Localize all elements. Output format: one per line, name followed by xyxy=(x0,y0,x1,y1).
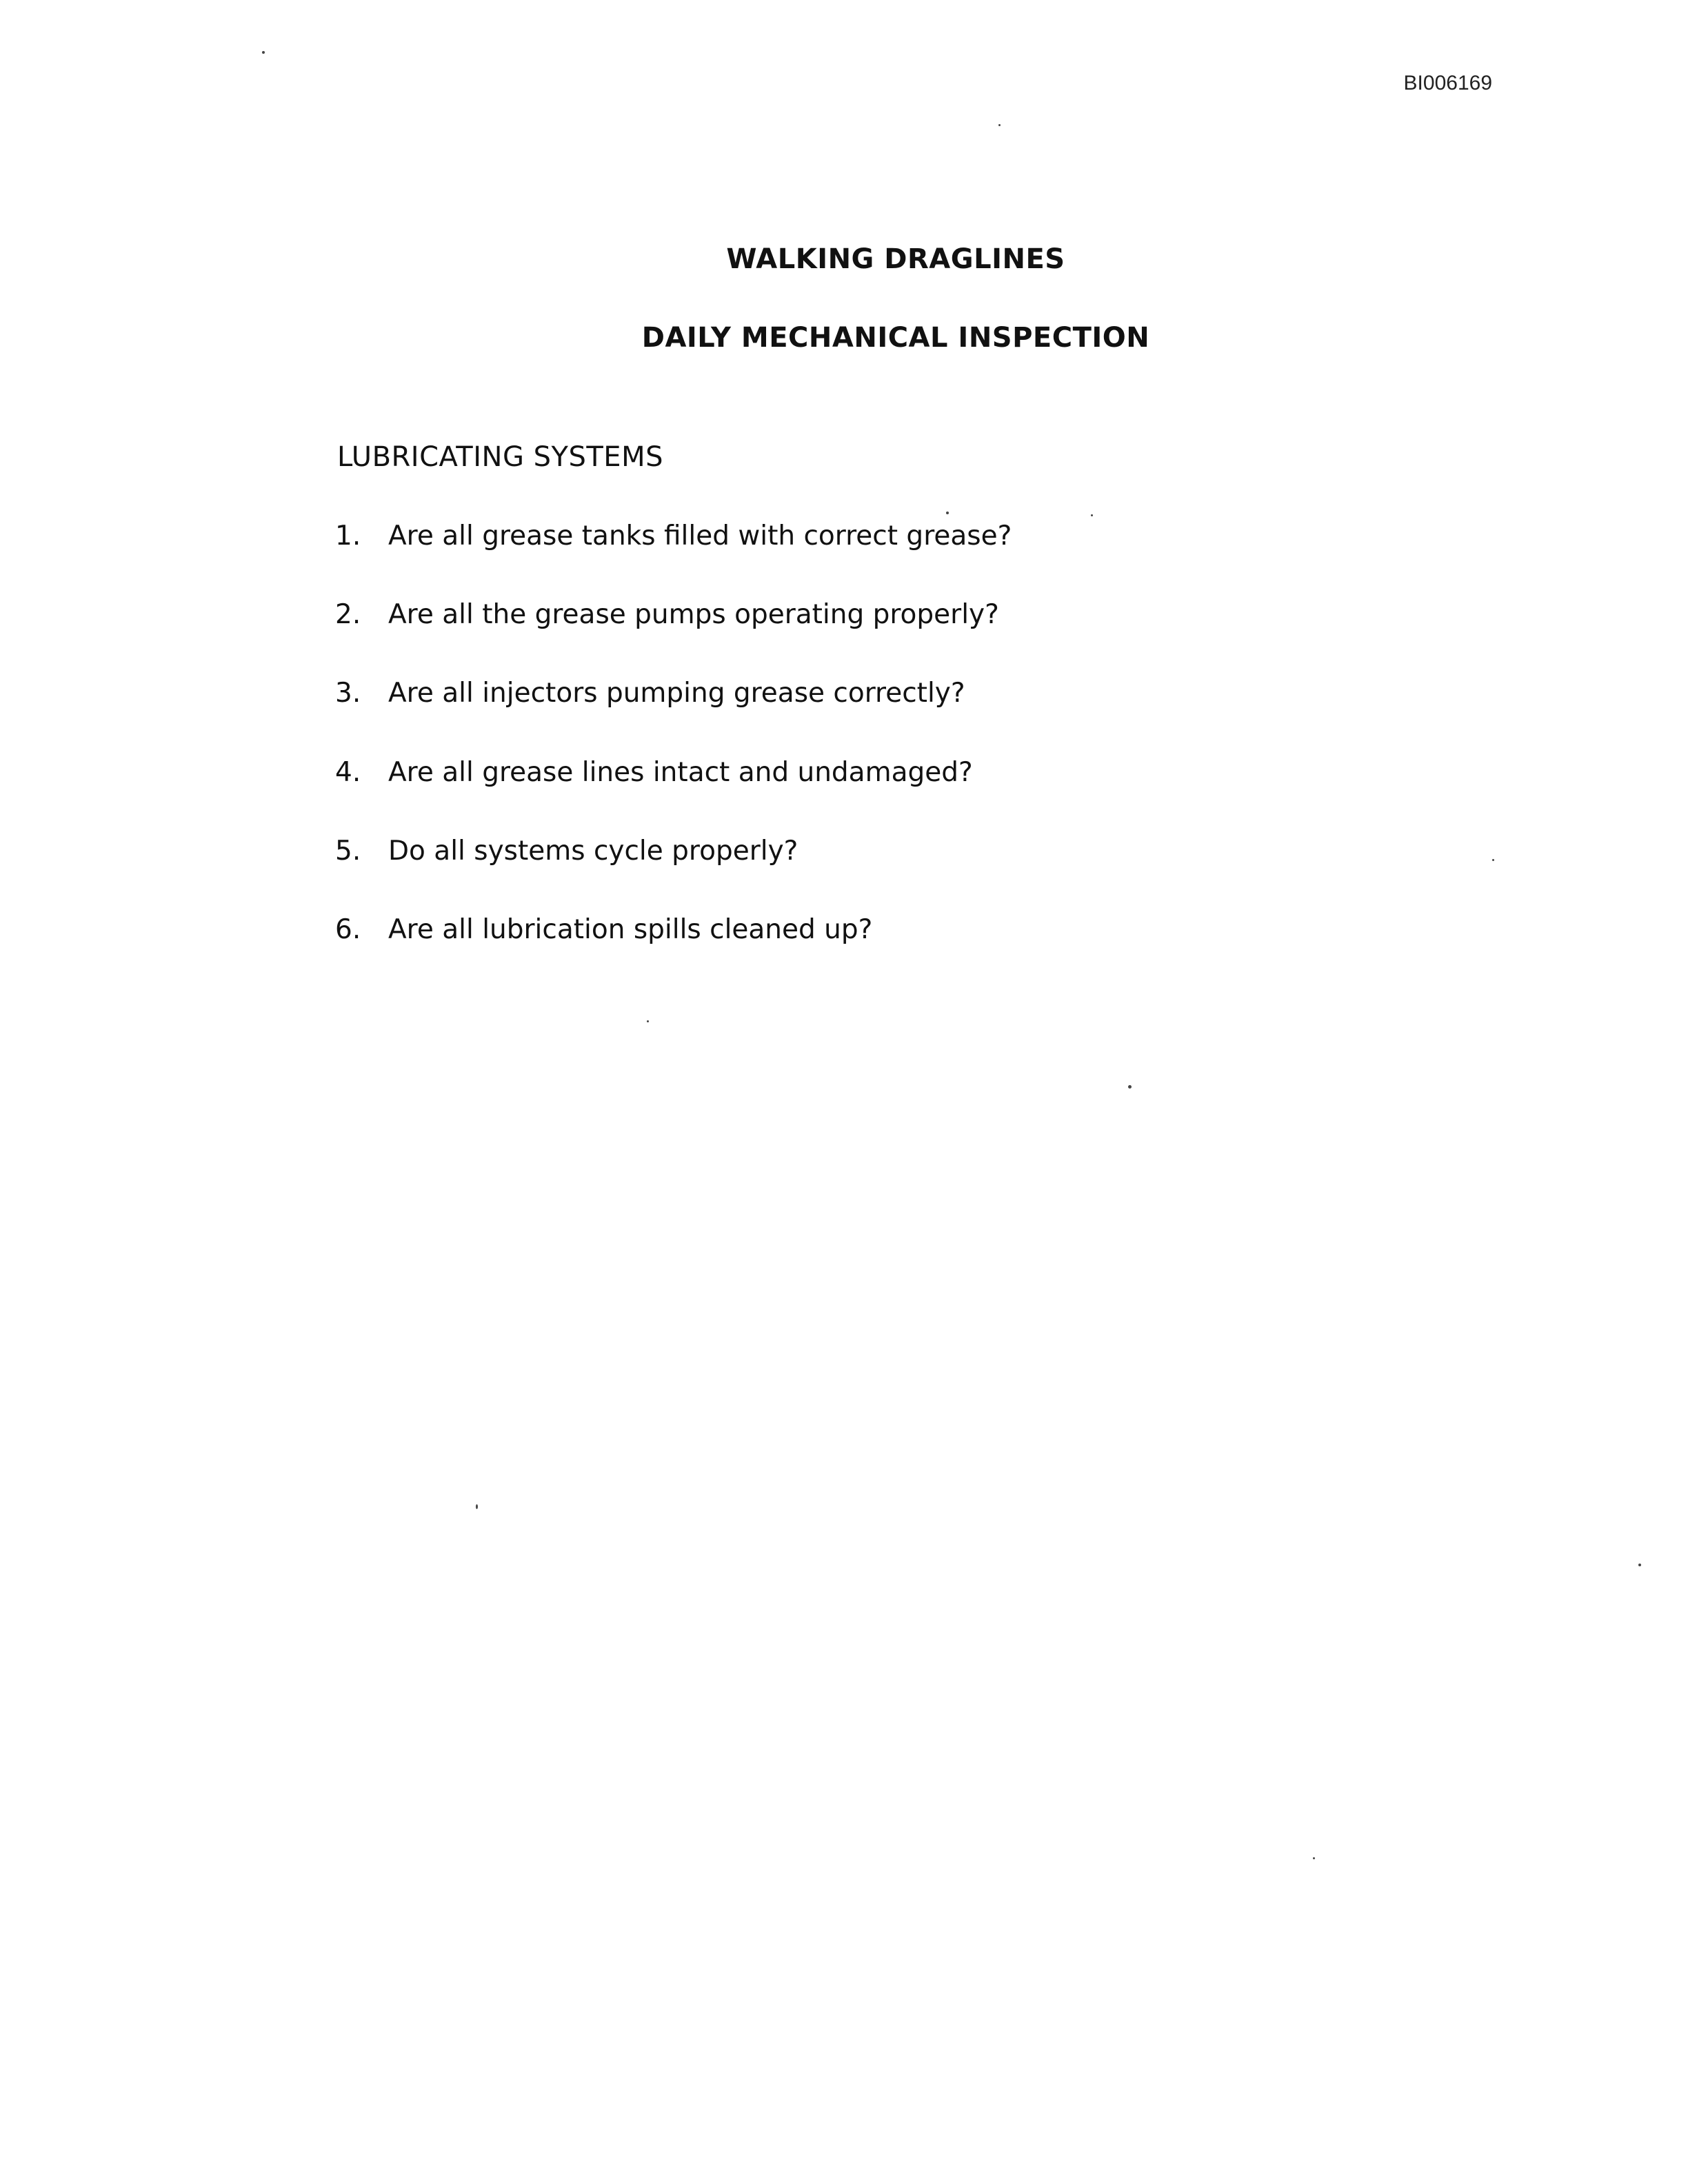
scan-speck xyxy=(1128,1085,1132,1089)
scan-speck xyxy=(262,51,265,54)
question-number: 3. xyxy=(335,678,361,709)
scan-speck xyxy=(647,1020,649,1022)
scan-speck xyxy=(1313,1857,1315,1859)
question-item xyxy=(335,599,999,630)
document-id: BI006169 xyxy=(1403,72,1492,94)
section-heading: LUBRICATING SYSTEMS xyxy=(337,441,663,473)
question-item xyxy=(335,678,965,709)
document-title: WALKING DRAGLINES xyxy=(726,243,1065,275)
question-number: 2. xyxy=(335,599,361,630)
scan-speck xyxy=(476,1504,478,1509)
question-item xyxy=(335,520,1012,552)
scan-speck xyxy=(946,512,949,514)
question-item xyxy=(335,836,798,867)
question-number: 6. xyxy=(335,914,361,945)
question-text: Do all systems cycle properly? xyxy=(388,836,798,867)
question-number: 1. xyxy=(335,520,361,552)
question-item xyxy=(335,914,872,945)
question-item xyxy=(335,757,973,788)
question-text: Are all grease lines intact and undamaged? xyxy=(388,757,973,788)
scan-speck xyxy=(1492,859,1494,861)
question-text: Are all grease tanks filled with correct grease? xyxy=(388,520,1012,552)
scan-speck xyxy=(998,124,1001,126)
question-text: Are all lubrication spills cleaned up? xyxy=(388,914,873,945)
document-subtitle: DAILY MECHANICAL INSPECTION xyxy=(641,322,1150,354)
scan-speck xyxy=(1638,1564,1641,1566)
question-number: 4. xyxy=(335,757,361,788)
scan-speck xyxy=(1091,514,1093,516)
question-text: Are all injectors pumping grease correctly? xyxy=(388,678,965,709)
question-number: 5. xyxy=(335,836,361,867)
question-text: Are all the grease pumps operating properly? xyxy=(388,599,999,630)
